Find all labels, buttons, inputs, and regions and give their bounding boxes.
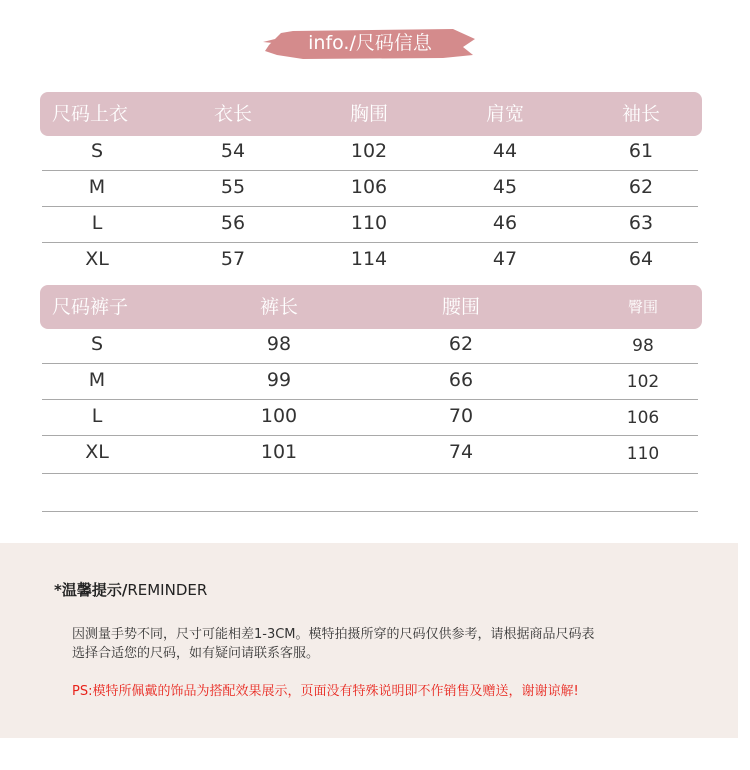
size-cell: M [88, 176, 106, 198]
table-row [42, 133, 698, 169]
header-hip: 臀围 [627, 298, 659, 316]
pants-length-cell: 101 [260, 441, 298, 463]
size-cell: XL [85, 441, 109, 463]
header-size-pants: 尺码裤子 [52, 296, 129, 318]
hip-cell: 110 [626, 444, 660, 464]
table-row [42, 326, 698, 362]
pants-length-cell: 98 [266, 333, 292, 355]
page-title-banner [263, 25, 477, 61]
reminder-panel [0, 543, 738, 738]
size-cell: M [88, 369, 106, 391]
size-cell: XL [85, 248, 109, 270]
length-cell: 57 [220, 248, 246, 270]
chest-cell: 102 [350, 140, 388, 162]
length-cell: 55 [220, 176, 246, 198]
header-waist: 腰围 [441, 296, 481, 318]
chest-cell: 106 [350, 176, 388, 198]
pants-table-header [40, 285, 702, 329]
row-divider [42, 473, 698, 474]
reminder-title [54, 579, 207, 600]
reminder-text-line: 选择合适您的尺码，如有疑问请联系客服。 [72, 646, 320, 661]
table-row [42, 169, 698, 205]
header-chest: 胸围 [349, 103, 389, 125]
sleeve-cell: 63 [628, 212, 654, 234]
reminder-title-rest: REMINDER [127, 581, 208, 599]
shoulder-cell: 44 [492, 140, 518, 162]
waist-cell: 70 [448, 405, 474, 427]
header-pants-length: 裤长 [259, 296, 299, 318]
tops-table-header [40, 92, 702, 136]
waist-cell: 74 [448, 441, 474, 463]
length-cell: 56 [220, 212, 246, 234]
hip-cell: 98 [632, 336, 654, 356]
table-row [42, 398, 698, 434]
size-cell: L [91, 212, 103, 234]
hip-cell: 102 [626, 372, 660, 392]
header-length: 衣长 [213, 103, 253, 125]
row-divider [42, 511, 698, 512]
table-row [42, 434, 698, 470]
chest-cell: 110 [350, 212, 388, 234]
waist-cell: 62 [448, 333, 474, 355]
size-cell: S [90, 140, 104, 162]
header-size-tops: 尺码上衣 [52, 103, 129, 125]
shoulder-cell: 45 [492, 176, 518, 198]
chest-cell: 114 [350, 248, 388, 270]
table-row [42, 362, 698, 398]
sleeve-cell: 62 [628, 176, 654, 198]
shoulder-cell: 47 [492, 248, 518, 270]
reminder-title-bold: *温馨提示/ [54, 581, 128, 599]
table-row [42, 241, 698, 277]
pants-length-cell: 100 [260, 405, 298, 427]
length-cell: 54 [220, 140, 246, 162]
hip-cell: 106 [626, 408, 660, 428]
reminder-ps-note: PS:模特所佩戴的饰品为搭配效果展示，页面没有特殊说明即不作销售及赠送，谢谢谅解! [72, 684, 579, 699]
size-cell: L [91, 405, 103, 427]
reminder-text-line: 因测量手势不同，尺寸可能相差1-3CM。模特拍摄所穿的尺码仅供参考，请根据商品尺码表 [72, 627, 595, 642]
size-cell: S [90, 333, 104, 355]
waist-cell: 66 [448, 369, 474, 391]
header-shoulder: 肩宽 [485, 103, 525, 125]
page-title: info./尺码信息 [308, 32, 432, 54]
shoulder-cell: 46 [492, 212, 518, 234]
pants-length-cell: 99 [266, 369, 292, 391]
table-row [42, 205, 698, 241]
header-sleeve: 袖长 [621, 103, 661, 125]
sleeve-cell: 61 [628, 140, 654, 162]
sleeve-cell: 64 [628, 248, 654, 270]
